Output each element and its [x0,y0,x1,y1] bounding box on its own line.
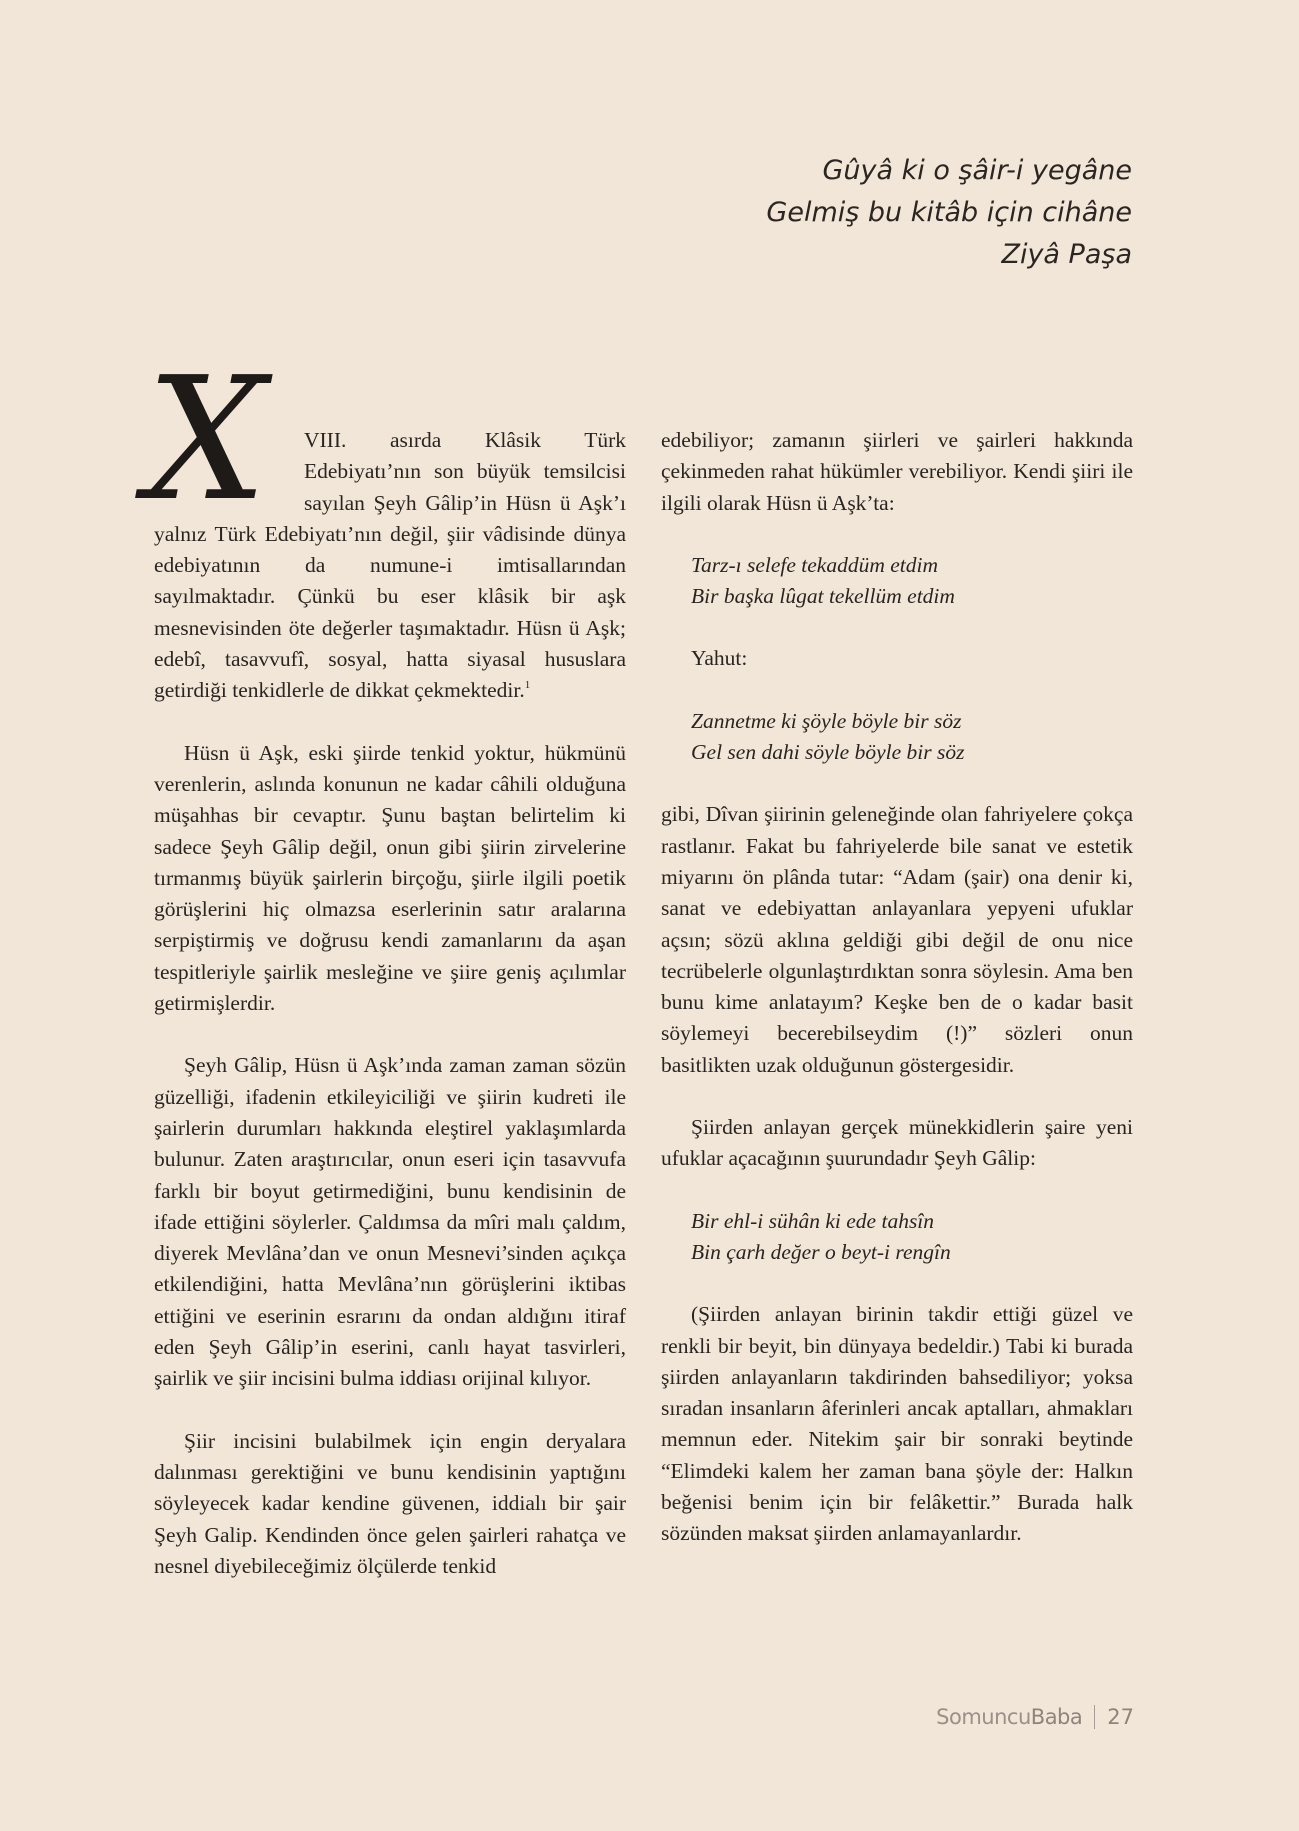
verse-line: Bin çarh değer o beyt-i rengîn [691,1239,951,1264]
verse-line: Zannetme ki şöyle böyle bir söz [691,708,962,733]
verse-line: Tarz-ı selefe tekaddüm etdim [691,552,939,577]
paragraph-7: Şiirden anlayan gerçek münekkidlerin şaire yeni ufuklar açacağının şuurundadır Şeyh Gâlip: [661,1115,1133,1171]
paragraph-3: Şeyh Gâlip, Hüsn ü Aşk’ında zaman zaman sözün güzelliği, ifadenin etkileyiciliği ve şiirin kudreti ile şairlerin durumları hakkında eleştirel yaklaşımlarda bulunur. Zaten araştırıcılar, onun eseri için tasavvufa farklı bir boyut getirmediğini, bunu kendisinin de ifade ettiğini söylerler. Çaldımsa da mîri malı çaldım, diyerek Mevlâna’dan ve onun Mesnevi’sinden açıkça etkilendiğini, hatta Mevlâna’nın görüşlerini iktibas ettiğini ve eserinin esrarını da ondan aldığını itiraf eden Şeyh Gâlip’in eserini, canlı hayat tasvirleri, şairlik ve şiir incisini bulma iddiası orijinal kılıyor. [154,1053,626,1391]
right-column [661,425,1133,1581]
intro-paragraph [146,341,626,707]
footnote-mark: 1 [524,679,531,692]
left-column [146,341,626,1613]
footer-divider [1094,1705,1095,1729]
verse-2 [691,706,1133,769]
verse-3 [691,1206,1133,1269]
drop-cap: X [146,341,268,539]
magazine-logo [936,1705,1082,1729]
epigraph-line-2: Gelmiş bu kitâb için cihâne [766,197,1132,228]
verse-1 [691,550,1133,613]
logo-part-2: Baba [1030,1705,1083,1729]
verse-line: Bir başka lûgat tekellüm etdim [691,584,955,609]
verse-line: Bir ehl-i sühân ki ede tahsîn [691,1208,935,1233]
paragraph-2: Hüsn ü Aşk, eski şiirde tenkid yoktur, hükmünü verenlerin, aslında konunun ne kadar câhili olduğuna müşahhas bir cevaptır. Şunu baştan belirtelim ki sadece Şeyh Gâlip değil, onun gibi şiirin zirvelerine tırmanmış büyük şairlerin birçoğu, şiirle ilgili poetik görüşlerini hiç olmazsa eserlerinin satır aralarına serpiştirmiş ve doğrusu kendi zamanlarını da aşan tespitleriyle şairlik mesleğine ve şiire geniş açılımlar getirmişlerdir. [154,740,626,1016]
epigraph-line-1: Gûyâ ki o şâir-i yegâne [822,155,1132,186]
paragraph-5: edebiliyor; zamanın şiirleri ve şairleri hakkında çekinmeden rahat hükümler verebiliyor. Kendi şiiri ile ilgili olarak Hüsn ü Aşk’ta: [661,428,1133,515]
page-number: 27 [1107,1705,1134,1729]
paragraph-8: (Şiirden anlayan birinin takdir ettiği güzel ve renkli bir beyit, bin dünyaya bedeldir.) Tabi ki burada şiirden anlayanların takdirinden bahsediliyor; yoksa sıradan insanların âferinleri ancak aptalları, ahmakları memnun eder. Nitekim şair bir sonraki beytinde “Elimdeki kalem her zaman bana şöyle der: Halkın beğenisi benim için bir felâkettir.” Burada halk sözünden maksat şiirden anlamayanlardır. [661,1302,1133,1546]
page-footer [936,1705,1134,1729]
epigraph [766,150,1132,276]
epigraph-author: Ziyâ Paşa [1001,239,1132,270]
yahut-label: Yahut: [691,646,748,671]
logo-part-1: Somuncu [936,1705,1031,1729]
verse-line: Gel sen dahi söyle böyle bir söz [691,740,965,765]
intro-text: VIII. asırda Klâsik Türk Edebiyatı’nın son büyük temsilcisi sayılan Şeyh Gâlip’in Hüsn ü Aşk’ı yalnız Türk Edebiyatı’nın değil, şiir vâdisinde dünya edebiyatının da numune-i imtisallarından sayılmaktadır. Çünkü bu eser klâsik bir aşk mesnevisinden öte değerler taşımaktadır. Hüsn ü Aşk; edebî, tasavvufî, sosyal, hatta siyasal hususlara getirdiği tenkidlerle de dikkat çekmektedir. [154,428,626,703]
paragraph-6: gibi, Dîvan şiirinin geleneğinde olan fahriyelere çokça rastlanır. Fakat bu fahriyelerde bile sanat ve estetik miyarını ön plânda tutar: “Adam (şair) ona denir ki, sanat ve edebiyattan anlayanlara yepyeni ufuklar açsın; sözü aklına geldiği gibi değil de onu nice tecrübelerle olgunlaştırdıktan sonra söylesin. Ama ben bunu kime anlatayım? Keşke ben de o kadar basit söylemeyi becerebilseydim (!)” sözleri onun basitlikten uzak olduğunun göstergesidir. [661,802,1133,1077]
paragraph-4: Şiir incisini bulabilmek için engin deryalara dalınması gerektiğini ve bunu kendisinin yaptığını söyleyecek kadar kendine güvenen, iddialı bir şair Şeyh Galip. Kendinden önce gelen şairleri rahatça ve nesnel diyebileceğimiz ölçülerde tenkid [154,1428,626,1578]
